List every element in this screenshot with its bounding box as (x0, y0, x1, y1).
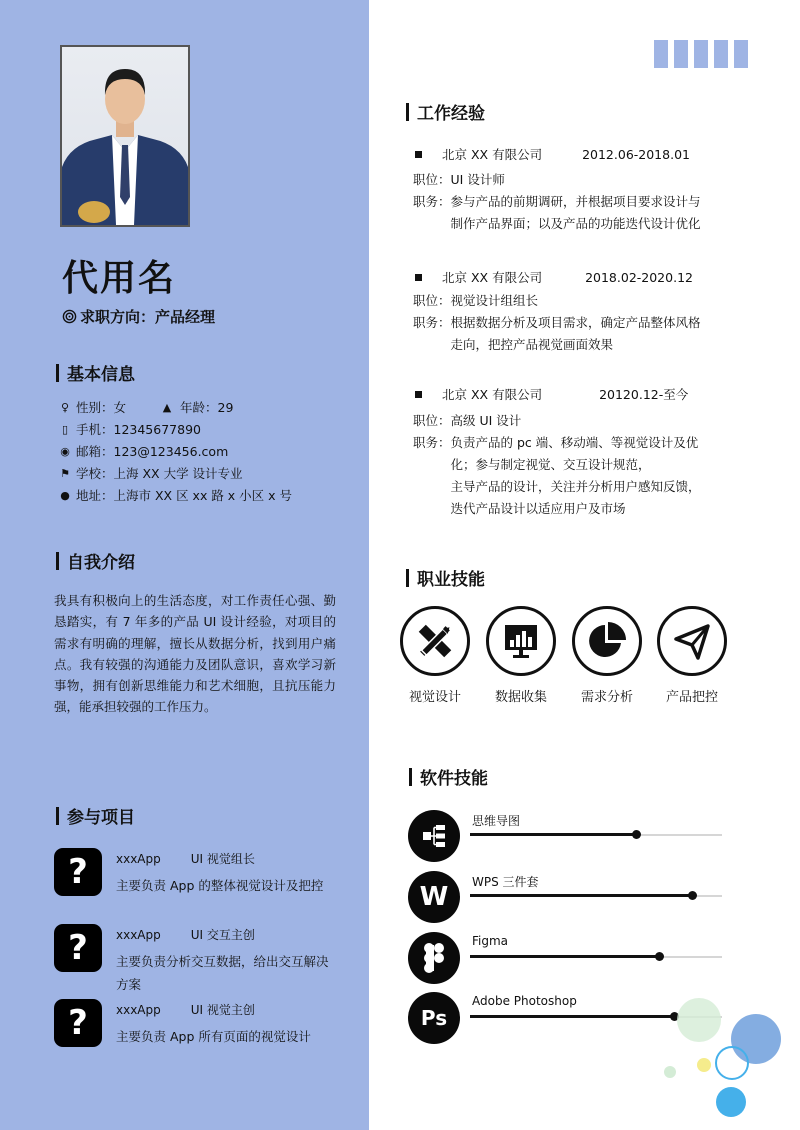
project-app: xxxApp (116, 928, 161, 942)
wps-icon-text: W (419, 882, 449, 912)
skill-requirement-analysis (571, 606, 643, 705)
duty-line: 主导产品的设计，关注并分析用户感知反馈， (450, 479, 701, 494)
deco-bar (654, 40, 668, 68)
pro-skills-title: 职业技能 (406, 565, 485, 590)
flag-icon: ⚑ (60, 466, 70, 480)
software-name: WPS 三件套 (472, 875, 539, 889)
job-position: 高级 UI 设计 (450, 413, 522, 428)
photoshop-icon (408, 992, 460, 1044)
candidate-name: 代用名 (62, 258, 177, 299)
project-role: UI 视觉组长 (190, 852, 255, 866)
skill-label: 视觉设计 (408, 690, 461, 705)
job-duties (451, 312, 701, 356)
cake-icon: ▲ (162, 400, 172, 414)
duty-line: 负责产品的 pc 端、移动端、等视觉设计及优 (450, 435, 699, 450)
skill-label: 产品把控 (665, 690, 718, 705)
skill-fill (470, 955, 659, 958)
school-text: 学校：上海 XX 大学 设计专业 (76, 466, 243, 481)
job-position: UI 设计师 (450, 172, 505, 187)
objective-text: 求职方向：产品经理 (80, 308, 216, 326)
email-text: 邮箱：123@123456.com (76, 444, 229, 459)
position-label: 职位： (413, 172, 451, 187)
position-label: 职位： (413, 413, 451, 428)
duty-line: 参与产品的前期调研，并根据项目要求设计与 (450, 194, 701, 209)
job-company: 北京 XX 有限公司 (442, 147, 543, 162)
software-skill (408, 932, 738, 988)
mind-map-icon (408, 810, 460, 862)
bar-chart-monitor-icon (486, 606, 556, 676)
job-entry (413, 384, 753, 520)
target-icon (62, 309, 77, 324)
skill-dot (688, 891, 697, 900)
skill-track (470, 895, 722, 897)
software-title: 软件技能 (409, 764, 488, 789)
software-skill (408, 871, 738, 927)
duty-label: 职务： (413, 435, 451, 450)
deco-bar (714, 40, 728, 68)
objective (62, 306, 215, 327)
skill-product-control (656, 606, 728, 705)
duty-line: 根据数据分析及项目需求，确定产品整体风格 (450, 315, 701, 330)
age-text: 年龄：29 (180, 400, 234, 415)
deco-bar (734, 40, 748, 68)
duty-line: 化；参与制定视觉、交互设计规范， (450, 457, 651, 472)
skill-fill (470, 833, 636, 836)
job-position: 视觉设计组组长 (450, 293, 539, 308)
skill-dot (632, 830, 641, 839)
email-row (58, 442, 228, 460)
project-title (116, 926, 255, 943)
profile-photo (60, 45, 190, 227)
self-intro-text: 我具有积极向上的生活态度，对工作责任心强、勤恳踏实，有 7 年多的产品 UI 设计经验，对项目的需求有明确的理解，擅长从数据分析，找到用户痛点。我有较强的沟通能力及团队意识，喜欢学习新事物，拥有创新思维能力和艺术细胞，且抗压能力强，能承担较强的工作压力。 (54, 593, 336, 715)
job-duties (451, 191, 701, 235)
project-title (116, 1001, 255, 1018)
software-name: Adobe Photoshop (472, 994, 577, 1008)
skill-fill (470, 894, 692, 897)
question-icon: ? (54, 848, 102, 896)
ps-icon-text: Ps (420, 1006, 448, 1030)
project-desc: 主要负责 App 的整体视觉设计及把控 (116, 878, 324, 893)
pencil-ruler-icon (400, 606, 470, 676)
skill-dot (655, 952, 664, 961)
gender-age-row (58, 398, 233, 416)
skill-track (470, 834, 722, 836)
job-company: 北京 XX 有限公司 (442, 387, 543, 402)
gender-text: 性别：女 (76, 400, 127, 415)
project-desc: 主要负责 App 所有页面的视觉设计 (116, 1029, 311, 1044)
location-pin-icon: ● (60, 488, 70, 502)
projects-title: 参与项目 (56, 803, 135, 828)
bullet-square (415, 391, 422, 398)
deco-bubble (697, 1058, 711, 1072)
software-name: Figma (472, 934, 509, 948)
software-name: 思维导图 (472, 814, 521, 828)
duty-label: 职务： (413, 315, 451, 330)
gender-icon: ♀ (60, 400, 70, 414)
job-company: 北京 XX 有限公司 (442, 270, 543, 285)
paper-plane-icon (657, 606, 727, 676)
figma-icon (408, 932, 460, 984)
skill-track (470, 956, 722, 958)
position-label: 职位： (413, 293, 451, 308)
job-period: 2012.06-2018.01 (582, 146, 690, 162)
wps-icon (408, 871, 460, 923)
project-app: xxxApp (116, 852, 161, 866)
duty-line: 迭代产品设计以适应用户及市场 (450, 501, 626, 516)
job-period: 20120.12-至今 (599, 387, 689, 402)
job-duties (451, 432, 701, 520)
duty-line: 走向，把控产品视觉画面效果 (450, 337, 614, 352)
work-title: 工作经验 (406, 99, 485, 124)
skill-data-collection (485, 606, 557, 705)
basic-info-title: 基本信息 (56, 360, 135, 385)
project-role: UI 交互主创 (190, 928, 255, 942)
skill-label: 数据收集 (494, 690, 547, 705)
deco-bubble (716, 1087, 746, 1117)
deco-bubble (715, 1046, 749, 1080)
bullet-square (415, 274, 422, 281)
job-entry (413, 144, 753, 235)
pie-chart-icon (572, 606, 642, 676)
school-row (58, 464, 243, 482)
project-desc: 主要负责分析交互数据，给出交互解决方案 (116, 954, 329, 992)
deco-bubble (677, 998, 721, 1042)
address-text: 地址：上海市 XX 区 xx 路 x 小区 x 号 (76, 488, 293, 503)
job-period: 2018.02-2020.12 (585, 269, 693, 285)
duty-label: 职务： (413, 194, 451, 209)
software-skill (408, 810, 738, 866)
decorative-bars (654, 40, 748, 68)
skill-visual-design (399, 606, 471, 705)
project-title (116, 850, 255, 867)
self-intro-title: 自我介绍 (56, 548, 135, 573)
duty-line: 制作产品界面；以及产品的功能迭代设计优化 (450, 216, 701, 231)
email-icon: ◉ (60, 444, 70, 458)
skill-fill (470, 1015, 674, 1018)
job-entry (413, 267, 753, 356)
deco-bubble (664, 1066, 676, 1078)
phone-icon: ▯ (61, 422, 69, 436)
skill-label: 需求分析 (580, 690, 633, 705)
phone-text: 手机：12345677890 (76, 422, 201, 437)
bullet-square (415, 151, 422, 158)
project-role: UI 视觉主创 (190, 1003, 255, 1017)
deco-bar (694, 40, 708, 68)
question-icon: ? (54, 924, 102, 972)
question-icon: ? (54, 999, 102, 1047)
address-row (58, 486, 292, 504)
project-app: xxxApp (116, 1003, 161, 1017)
deco-bar (674, 40, 688, 68)
phone-row (58, 420, 201, 438)
